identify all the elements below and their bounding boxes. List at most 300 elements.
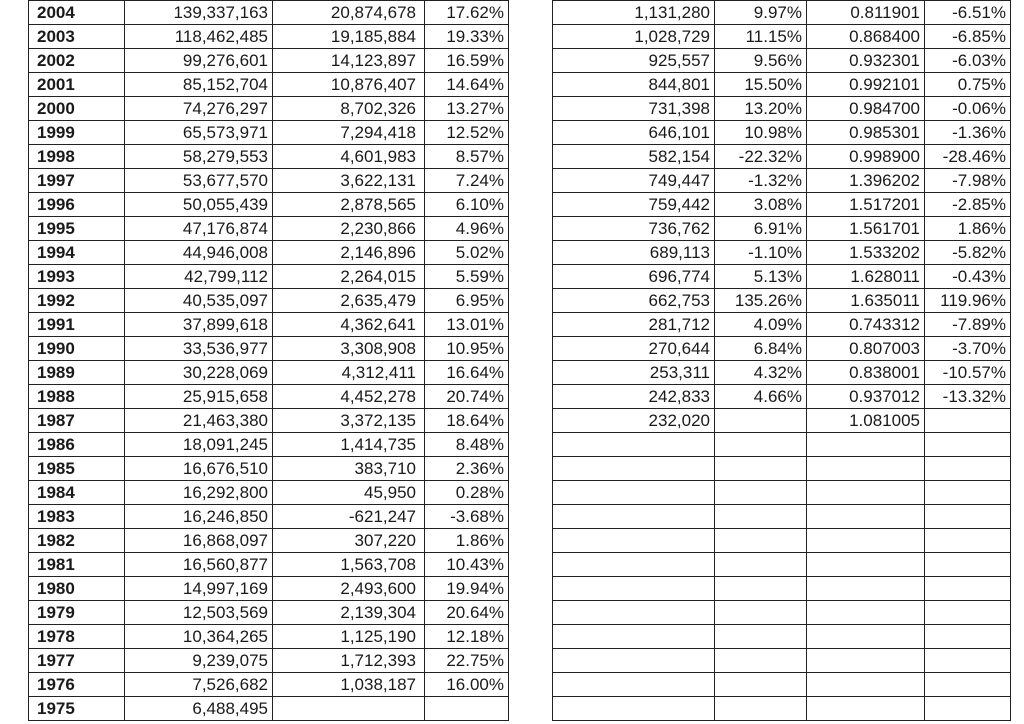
count-cell: 749,447 [553,169,715,193]
count-percent-cell: 4.66% [715,385,807,409]
table-row [29,457,509,481]
count-cell: 759,442 [553,193,715,217]
count-percent-cell [715,553,807,577]
table-row [29,73,509,97]
year-cell: 1985 [29,457,125,481]
value-cell: 16,246,850 [125,505,273,529]
ratio-percent-cell: -13.32% [925,385,1011,409]
value-cell: 18,091,245 [125,433,273,457]
count-percent-cell: 11.15% [715,25,807,49]
count-cell: 844,801 [553,73,715,97]
left-table-body [29,1,509,721]
change-cell: 2,146,896 [273,241,425,265]
table-row [553,265,1011,289]
value-cell: 85,152,704 [125,73,273,97]
ratio-cell: 1.635011 [807,289,925,313]
ratio-percent-cell: 119.96% [925,289,1011,313]
ratio-cell: 0.984700 [807,97,925,121]
table-row [29,601,509,625]
count-percent-cell: 5.13% [715,265,807,289]
change-cell: 19,185,884 [273,25,425,49]
change-cell: 45,950 [273,481,425,505]
ratio-cell: 1.081005 [807,409,925,433]
count-cell: 736,762 [553,217,715,241]
count-cell [553,577,715,601]
table-row [29,25,509,49]
count-cell [553,601,715,625]
percent-cell: 5.02% [425,241,509,265]
ratio-percent-cell [925,529,1011,553]
count-percent-cell: -1.32% [715,169,807,193]
ratio-cell [807,673,925,697]
count-percent-cell [715,577,807,601]
table-row [29,313,509,337]
ratio-percent-cell: -6.51% [925,1,1011,25]
table-row [29,193,509,217]
table-row [553,625,1011,649]
ratio-cell [807,601,925,625]
ratio-percent-cell: 1.86% [925,217,1011,241]
change-cell: 4,312,411 [273,361,425,385]
ratio-cell [807,481,925,505]
ratio-percent-cell: -5.82% [925,241,1011,265]
ratio-cell [807,433,925,457]
ratio-cell [807,553,925,577]
year-cell: 2002 [29,49,125,73]
percent-cell: 16.00% [425,673,509,697]
year-cell: 1987 [29,409,125,433]
year-cell: 1978 [29,625,125,649]
table-row [29,673,509,697]
change-cell: 10,876,407 [273,73,425,97]
count-cell: 646,101 [553,121,715,145]
change-cell: 2,635,479 [273,289,425,313]
percent-cell: 16.59% [425,49,509,73]
percent-cell: 19.94% [425,577,509,601]
table-row [29,337,509,361]
count-cell: 582,154 [553,145,715,169]
value-cell: 42,799,112 [125,265,273,289]
year-cell: 1996 [29,193,125,217]
ratio-percent-cell [925,673,1011,697]
ratio-cell: 0.932301 [807,49,925,73]
count-percent-cell [715,481,807,505]
percent-cell: 14.64% [425,73,509,97]
ratio-cell: 0.807003 [807,337,925,361]
year-cell: 1979 [29,601,125,625]
change-cell: 4,362,641 [273,313,425,337]
ratio-percent-cell: -7.98% [925,169,1011,193]
value-cell: 58,279,553 [125,145,273,169]
table-row [29,625,509,649]
year-cell: 1988 [29,385,125,409]
percent-cell: 18.64% [425,409,509,433]
table-row [553,553,1011,577]
ratio-cell: 1.517201 [807,193,925,217]
value-cell: 74,276,297 [125,97,273,121]
change-cell: 8,702,326 [273,97,425,121]
count-percent-cell: 13.20% [715,97,807,121]
ratio-cell [807,529,925,553]
year-cell: 2001 [29,73,125,97]
count-cell: 1,131,280 [553,1,715,25]
change-cell: -621,247 [273,505,425,529]
table-row [553,385,1011,409]
year-cell: 1993 [29,265,125,289]
change-cell: 20,874,678 [273,1,425,25]
percent-cell: 10.43% [425,553,509,577]
count-cell [553,505,715,529]
ratio-cell: 0.985301 [807,121,925,145]
count-percent-cell [715,697,807,721]
ratio-percent-cell [925,553,1011,577]
table-row [553,241,1011,265]
percent-cell: 16.64% [425,361,509,385]
count-percent-cell: 4.09% [715,313,807,337]
value-cell: 139,337,163 [125,1,273,25]
count-cell: 253,311 [553,361,715,385]
table-row [553,697,1011,721]
count-cell: 281,712 [553,313,715,337]
percent-cell: -3.68% [425,505,509,529]
table-row [553,49,1011,73]
count-percent-cell [715,457,807,481]
ratio-cell [807,577,925,601]
value-cell: 33,536,977 [125,337,273,361]
year-cell: 1992 [29,289,125,313]
count-percent-cell [715,625,807,649]
value-cell: 53,677,570 [125,169,273,193]
table-row [553,169,1011,193]
table-row [29,97,509,121]
change-cell: 14,123,897 [273,49,425,73]
count-percent-cell [715,409,807,433]
table-row [553,193,1011,217]
table-row [29,529,509,553]
ratio-cell: 0.937012 [807,385,925,409]
year-cell: 1998 [29,145,125,169]
percent-cell: 1.86% [425,529,509,553]
table-row [553,529,1011,553]
value-cell: 9,239,075 [125,649,273,673]
ratio-cell: 0.868400 [807,25,925,49]
year-cell: 2003 [29,25,125,49]
year-cell: 1983 [29,505,125,529]
year-cell: 1980 [29,577,125,601]
count-cell [553,625,715,649]
count-cell [553,553,715,577]
table-row [553,145,1011,169]
ratio-percent-cell [925,601,1011,625]
year-cell: 1975 [29,697,125,721]
table-row [29,241,509,265]
table-row [29,217,509,241]
table-row [553,313,1011,337]
count-percent-cell: 9.97% [715,1,807,25]
year-cell: 1999 [29,121,125,145]
percent-cell: 13.27% [425,97,509,121]
change-cell: 3,308,908 [273,337,425,361]
year-cell: 1982 [29,529,125,553]
table-row [553,121,1011,145]
table-row [29,385,509,409]
ratio-percent-cell [925,505,1011,529]
ratio-percent-cell: -6.85% [925,25,1011,49]
change-cell: 2,493,600 [273,577,425,601]
change-cell: 1,712,393 [273,649,425,673]
ratio-percent-cell: -6.03% [925,49,1011,73]
count-percent-cell: 135.26% [715,289,807,313]
ratio-percent-cell: -3.70% [925,337,1011,361]
change-cell: 3,622,131 [273,169,425,193]
count-cell: 731,398 [553,97,715,121]
table-row [29,697,509,721]
table-row [29,505,509,529]
change-cell: 2,878,565 [273,193,425,217]
ratio-cell [807,649,925,673]
table-row [29,289,509,313]
table-row [29,409,509,433]
ratio-cell: 0.998900 [807,145,925,169]
value-cell: 14,997,169 [125,577,273,601]
percent-cell: 22.75% [425,649,509,673]
ratio-percent-cell [925,577,1011,601]
count-percent-cell [715,529,807,553]
table-row [553,361,1011,385]
count-percent-cell: -1.10% [715,241,807,265]
year-cell: 1976 [29,673,125,697]
right-data-table [552,0,1011,721]
ratio-percent-cell: -1.36% [925,121,1011,145]
table-row [29,553,509,577]
value-cell: 47,176,874 [125,217,273,241]
change-cell: 2,139,304 [273,601,425,625]
table-row [29,577,509,601]
change-cell: 7,294,418 [273,121,425,145]
table-row [553,337,1011,361]
ratio-percent-cell: -10.57% [925,361,1011,385]
value-cell: 65,573,971 [125,121,273,145]
table-row [553,481,1011,505]
count-cell: 232,020 [553,409,715,433]
table-row [29,121,509,145]
year-cell: 1977 [29,649,125,673]
ratio-cell: 1.628011 [807,265,925,289]
count-cell [553,649,715,673]
table-row [29,433,509,457]
ratio-percent-cell [925,457,1011,481]
percent-cell: 12.18% [425,625,509,649]
table-row [29,265,509,289]
value-cell: 40,535,097 [125,289,273,313]
ratio-percent-cell [925,697,1011,721]
ratio-percent-cell: -0.06% [925,97,1011,121]
change-cell: 2,230,866 [273,217,425,241]
percent-cell: 0.28% [425,481,509,505]
count-percent-cell: 4.32% [715,361,807,385]
count-percent-cell: 15.50% [715,73,807,97]
value-cell: 21,463,380 [125,409,273,433]
value-cell: 30,228,069 [125,361,273,385]
year-cell: 1981 [29,553,125,577]
table-row [553,289,1011,313]
ratio-percent-cell: -0.43% [925,265,1011,289]
table-row [29,49,509,73]
table-row [553,1,1011,25]
ratio-percent-cell [925,649,1011,673]
ratio-percent-cell [925,409,1011,433]
count-cell [553,457,715,481]
table-row [553,673,1011,697]
change-cell: 4,452,278 [273,385,425,409]
table-row [553,433,1011,457]
count-cell: 689,113 [553,241,715,265]
count-cell [553,697,715,721]
table-row [29,145,509,169]
year-cell: 1997 [29,169,125,193]
percent-cell: 8.57% [425,145,509,169]
year-cell: 1990 [29,337,125,361]
change-cell: 307,220 [273,529,425,553]
ratio-percent-cell: -28.46% [925,145,1011,169]
change-cell: 1,563,708 [273,553,425,577]
percent-cell [425,697,509,721]
count-percent-cell [715,433,807,457]
count-cell: 270,644 [553,337,715,361]
value-cell: 16,676,510 [125,457,273,481]
table-row [553,217,1011,241]
ratio-cell: 1.533202 [807,241,925,265]
count-percent-cell: 10.98% [715,121,807,145]
table-row [29,1,509,25]
count-cell: 1,028,729 [553,25,715,49]
year-cell: 1991 [29,313,125,337]
ratio-percent-cell [925,481,1011,505]
year-cell: 1984 [29,481,125,505]
ratio-cell [807,697,925,721]
year-cell: 1986 [29,433,125,457]
table-row [29,169,509,193]
ratio-cell: 0.811901 [807,1,925,25]
left-data-table [28,0,509,721]
ratio-cell: 0.743312 [807,313,925,337]
percent-cell: 20.74% [425,385,509,409]
value-cell: 16,868,097 [125,529,273,553]
value-cell: 12,503,569 [125,601,273,625]
count-percent-cell [715,601,807,625]
ratio-cell: 1.396202 [807,169,925,193]
table-row [553,25,1011,49]
count-cell: 925,557 [553,49,715,73]
year-cell: 1989 [29,361,125,385]
count-percent-cell: 6.84% [715,337,807,361]
percent-cell: 6.10% [425,193,509,217]
change-cell: 4,601,983 [273,145,425,169]
ratio-percent-cell: -7.89% [925,313,1011,337]
count-cell [553,529,715,553]
value-cell: 50,055,439 [125,193,273,217]
value-cell: 16,560,877 [125,553,273,577]
value-cell: 99,276,601 [125,49,273,73]
ratio-percent-cell [925,625,1011,649]
count-percent-cell: 6.91% [715,217,807,241]
percent-cell: 17.62% [425,1,509,25]
year-cell: 2004 [29,1,125,25]
percent-cell: 5.59% [425,265,509,289]
percent-cell: 4.96% [425,217,509,241]
ratio-cell: 1.561701 [807,217,925,241]
ratio-percent-cell [925,433,1011,457]
year-cell: 2000 [29,97,125,121]
table-row [553,73,1011,97]
change-cell [273,697,425,721]
table-row [553,409,1011,433]
table-row [553,505,1011,529]
value-cell: 44,946,008 [125,241,273,265]
change-cell: 3,372,135 [273,409,425,433]
count-percent-cell [715,673,807,697]
count-percent-cell [715,649,807,673]
table-row [553,457,1011,481]
percent-cell: 12.52% [425,121,509,145]
count-percent-cell [715,505,807,529]
ratio-cell [807,505,925,529]
percent-cell: 2.36% [425,457,509,481]
ratio-cell: 0.992101 [807,73,925,97]
value-cell: 16,292,800 [125,481,273,505]
change-cell: 1,414,735 [273,433,425,457]
table-row [553,577,1011,601]
value-cell: 25,915,658 [125,385,273,409]
value-cell: 6,488,495 [125,697,273,721]
value-cell: 37,899,618 [125,313,273,337]
count-cell: 696,774 [553,265,715,289]
change-cell: 1,038,187 [273,673,425,697]
count-cell: 662,753 [553,289,715,313]
change-cell: 383,710 [273,457,425,481]
count-cell [553,481,715,505]
value-cell: 118,462,485 [125,25,273,49]
count-cell: 242,833 [553,385,715,409]
right-table-body [553,1,1011,721]
ratio-percent-cell: -2.85% [925,193,1011,217]
count-cell [553,673,715,697]
percent-cell: 19.33% [425,25,509,49]
ratio-cell: 0.838001 [807,361,925,385]
percent-cell: 10.95% [425,337,509,361]
year-cell: 1994 [29,241,125,265]
ratio-cell [807,457,925,481]
count-cell [553,433,715,457]
ratio-cell [807,625,925,649]
percent-cell: 8.48% [425,433,509,457]
change-cell: 1,125,190 [273,625,425,649]
percent-cell: 13.01% [425,313,509,337]
value-cell: 10,364,265 [125,625,273,649]
table-row [29,481,509,505]
table-row [29,361,509,385]
table-row [553,97,1011,121]
value-cell: 7,526,682 [125,673,273,697]
percent-cell: 6.95% [425,289,509,313]
table-row [29,649,509,673]
percent-cell: 7.24% [425,169,509,193]
count-percent-cell: 3.08% [715,193,807,217]
change-cell: 2,264,015 [273,265,425,289]
table-row [553,649,1011,673]
percent-cell: 20.64% [425,601,509,625]
count-percent-cell: 9.56% [715,49,807,73]
